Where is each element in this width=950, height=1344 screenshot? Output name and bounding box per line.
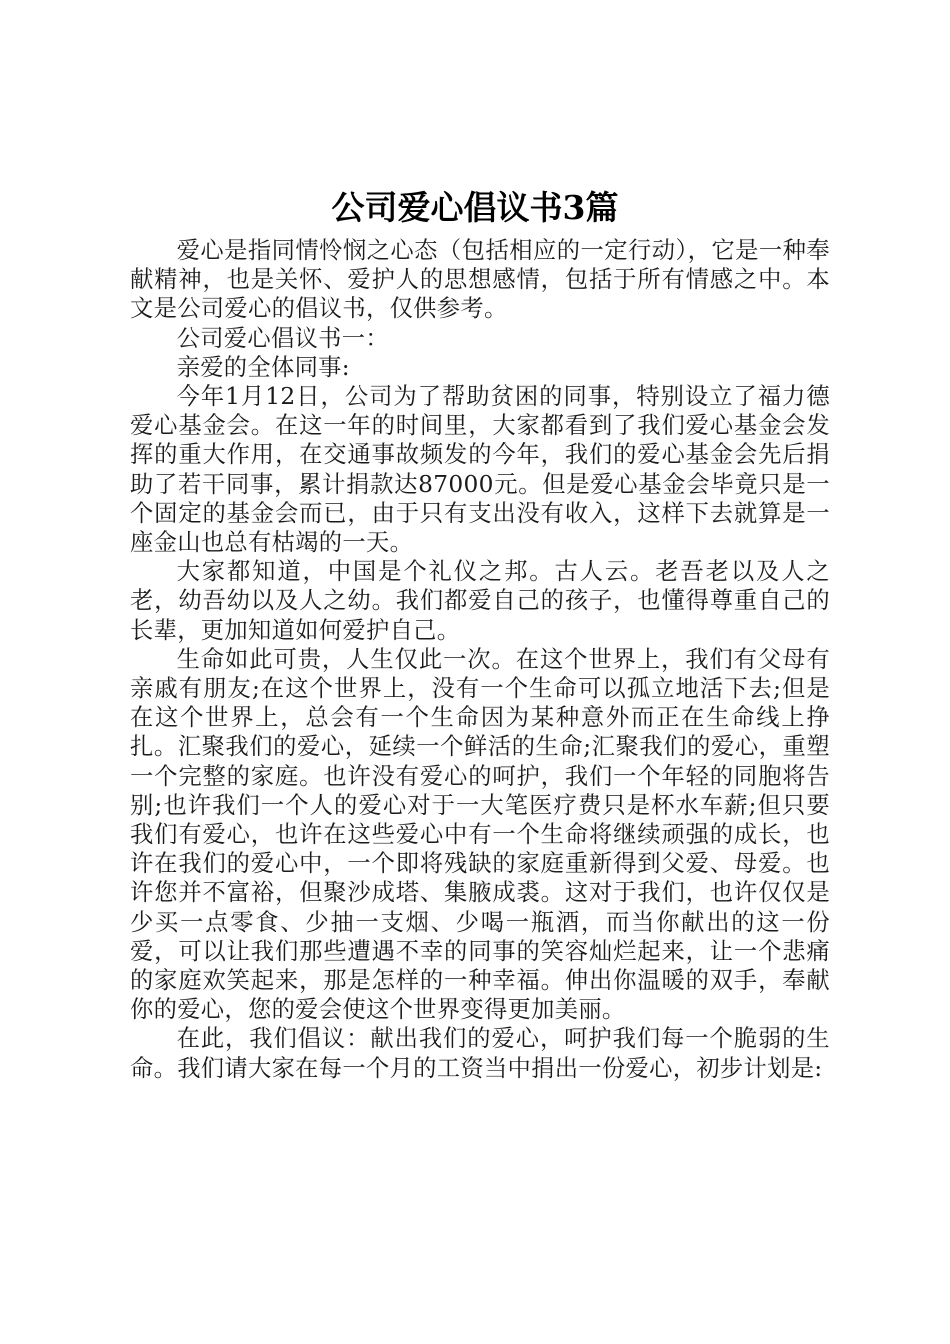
document-body (130, 236, 830, 1083)
paragraph-life: 生命如此可贵，人生仅此一次。在这个世界上，我们有父母有亲戚有朋友;在这个世界上，没有一个生命可以孤立地活下去;但是在这个世界上，总会有一个生命因为某种意外而正在生命线上挣扎。汇聚我们的爱心，延续一个鲜活的生命;汇聚我们的爱心，重塑一个完整的家庭。也许没有爱心的呵护，我们一个年轻的同胞将告别;也许我们一个人的爱心对于一大笔医疗费只是杯水车薪;但只要我们有爱心，也许在这些爱心中有一个生命将继续顽强的成长，也许在我们的爱心中，一个即将残缺的家庭重新得到父爱、母爱。也许您并不富裕，但聚沙成塔、集腋成裘。这对于我们，也许仅仅是少买一点零食、少抽一支烟、少喝一瓶酒，而当你献出的这一份爱，可以让我们那些遭遇不幸的同事的笑容灿烂起来，让一个悲痛的家庭欢笑起来，那是怎样的一种幸福。伸出你温暖的双手，奉献你的爱心，您的爱会使这个世界变得更加美丽。 (130, 645, 830, 1024)
paragraph-section-heading: 公司爱心倡议书一： (176, 324, 389, 352)
paragraph-tradition: 大家都知道，中国是个礼仪之邦。古人云。老吾老以及人之老，幼吾幼以及人之幼。我们都爱自己的孩子，也懂得尊重自己的长辈，更加知道如何爱护自己。 (130, 558, 830, 644)
paragraph-proposal: 在此，我们倡议：献出我们的爱心，呵护我们每一个脆弱的生命。我们请大家在每一个月的工资当中捐出一份爱心，初步计划是: (130, 1025, 830, 1082)
paragraph-fund-history: 今年1月12日，公司为了帮助贫困的同事，特别设立了福力德爱心基金会。在这一年的时间里，大家都看到了我们爱心基金会发挥的重大作用，在交通事故频发的今年，我们的爱心基金会先后捐助了若干同事，累计捐款达87000元。但是爱心基金会毕竟只是一个固定的基金会而已，由于只有支出没有收入，这样下去就算是一座金山也总有枯竭的一天。 (130, 383, 830, 557)
paragraph-salutation: 亲爱的全体同事: (176, 353, 350, 381)
document-title: 公司爱心倡议书3篇 (331, 188, 619, 227)
paragraph-intro: 爱心是指同情怜悯之心态（包括相应的一定行动），它是一种奉献精神，也是关怀、爱护人的思想感情，包括于所有情感之中。本文是公司爱心的倡议书，仅供参考。 (130, 237, 830, 323)
